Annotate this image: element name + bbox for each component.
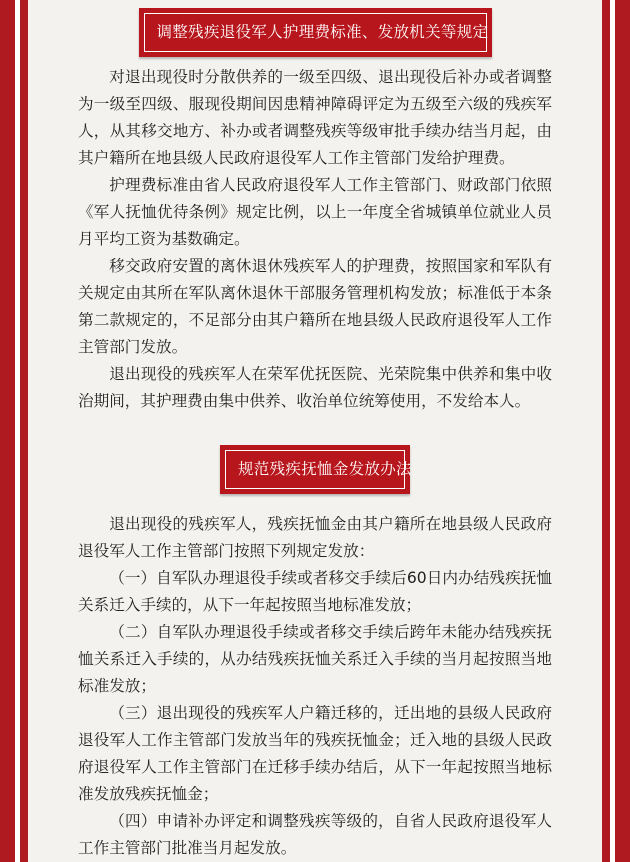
section-heading-pension [28, 445, 602, 494]
paragraph: 护理费标准由省人民政府退役军人工作主管部门、财政部门依照《军人抚恤优待条例》规定比例，以上一年度全省城镇单位就业人员月平均工资为基数确定。 [78, 176, 552, 248]
heading-title: 规范残疾抚恤金发放办法 [225, 450, 405, 489]
list-item: （四）申请补办评定和调整残疾等级的，自省人民政府退役军人工作主管部门批准当月起发放。 [78, 812, 552, 857]
heading-banner [220, 445, 410, 494]
section-body-nursing-fee [78, 64, 552, 415]
paragraph: 退出现役的残疾军人，残疾抚恤金由其户籍所在地县级人民政府退役军人工作主管部门按照下列规定发放： [78, 515, 552, 560]
section-heading-nursing-fee [28, 8, 602, 57]
paragraph: 移交政府安置的离休退休残疾军人的护理费，按照国家和军队有关规定由其所在军队离休退休干部服务管理机构发放；标准低于本条第二款规定的，不足部分由其户籍所在地县级人民政府退役军人工作主管部门发放。 [78, 257, 552, 356]
content-panel [28, 0, 602, 862]
section-body-pension [78, 511, 552, 862]
list-item: （三）退出现役的残疾军人户籍迁移的，迁出地的县级人民政府退役军人工作主管部门发放当年的残疾抚恤金；迁入地的县级人民政府退役军人工作主管部门在迁移手续办结后，从下一年起按照当地标准发放残疾抚恤金； [78, 704, 552, 803]
heading-title: 调整残疾退役军人护理费标准、发放机关等规定 [144, 13, 487, 52]
paragraph: 退出现役的残疾军人在荣军优抚医院、光荣院集中供养和集中收治期间，其护理费由集中供养、收治单位统筹使用，不发给本人。 [78, 365, 552, 410]
left-decorative-bar [15, 0, 20, 862]
right-decorative-bar [610, 0, 615, 862]
paragraph: 对退出现役时分散供养的一级至四级、退出现役后补办或者调整为一级至四级、服现役期间因患精神障碍评定为五级至六级的残疾军人，从其移交地方、补办或者调整残疾等级审批手续办结当月起，由其户籍所在地县级人民政府退役军人工作主管部门发给护理费。 [78, 68, 552, 167]
heading-banner [139, 8, 492, 57]
list-item: （一）自军队办理退役手续或者移交手续后60日内办结残疾抚恤关系迁入手续的，从下一年起按照当地标准发放； [78, 569, 552, 614]
list-item: （二）自军队办理退役手续或者移交手续后跨年未能办结残疾抚恤关系迁入手续的，从办结残疾抚恤关系迁入手续的当月起按照当地标准发放； [78, 623, 552, 695]
